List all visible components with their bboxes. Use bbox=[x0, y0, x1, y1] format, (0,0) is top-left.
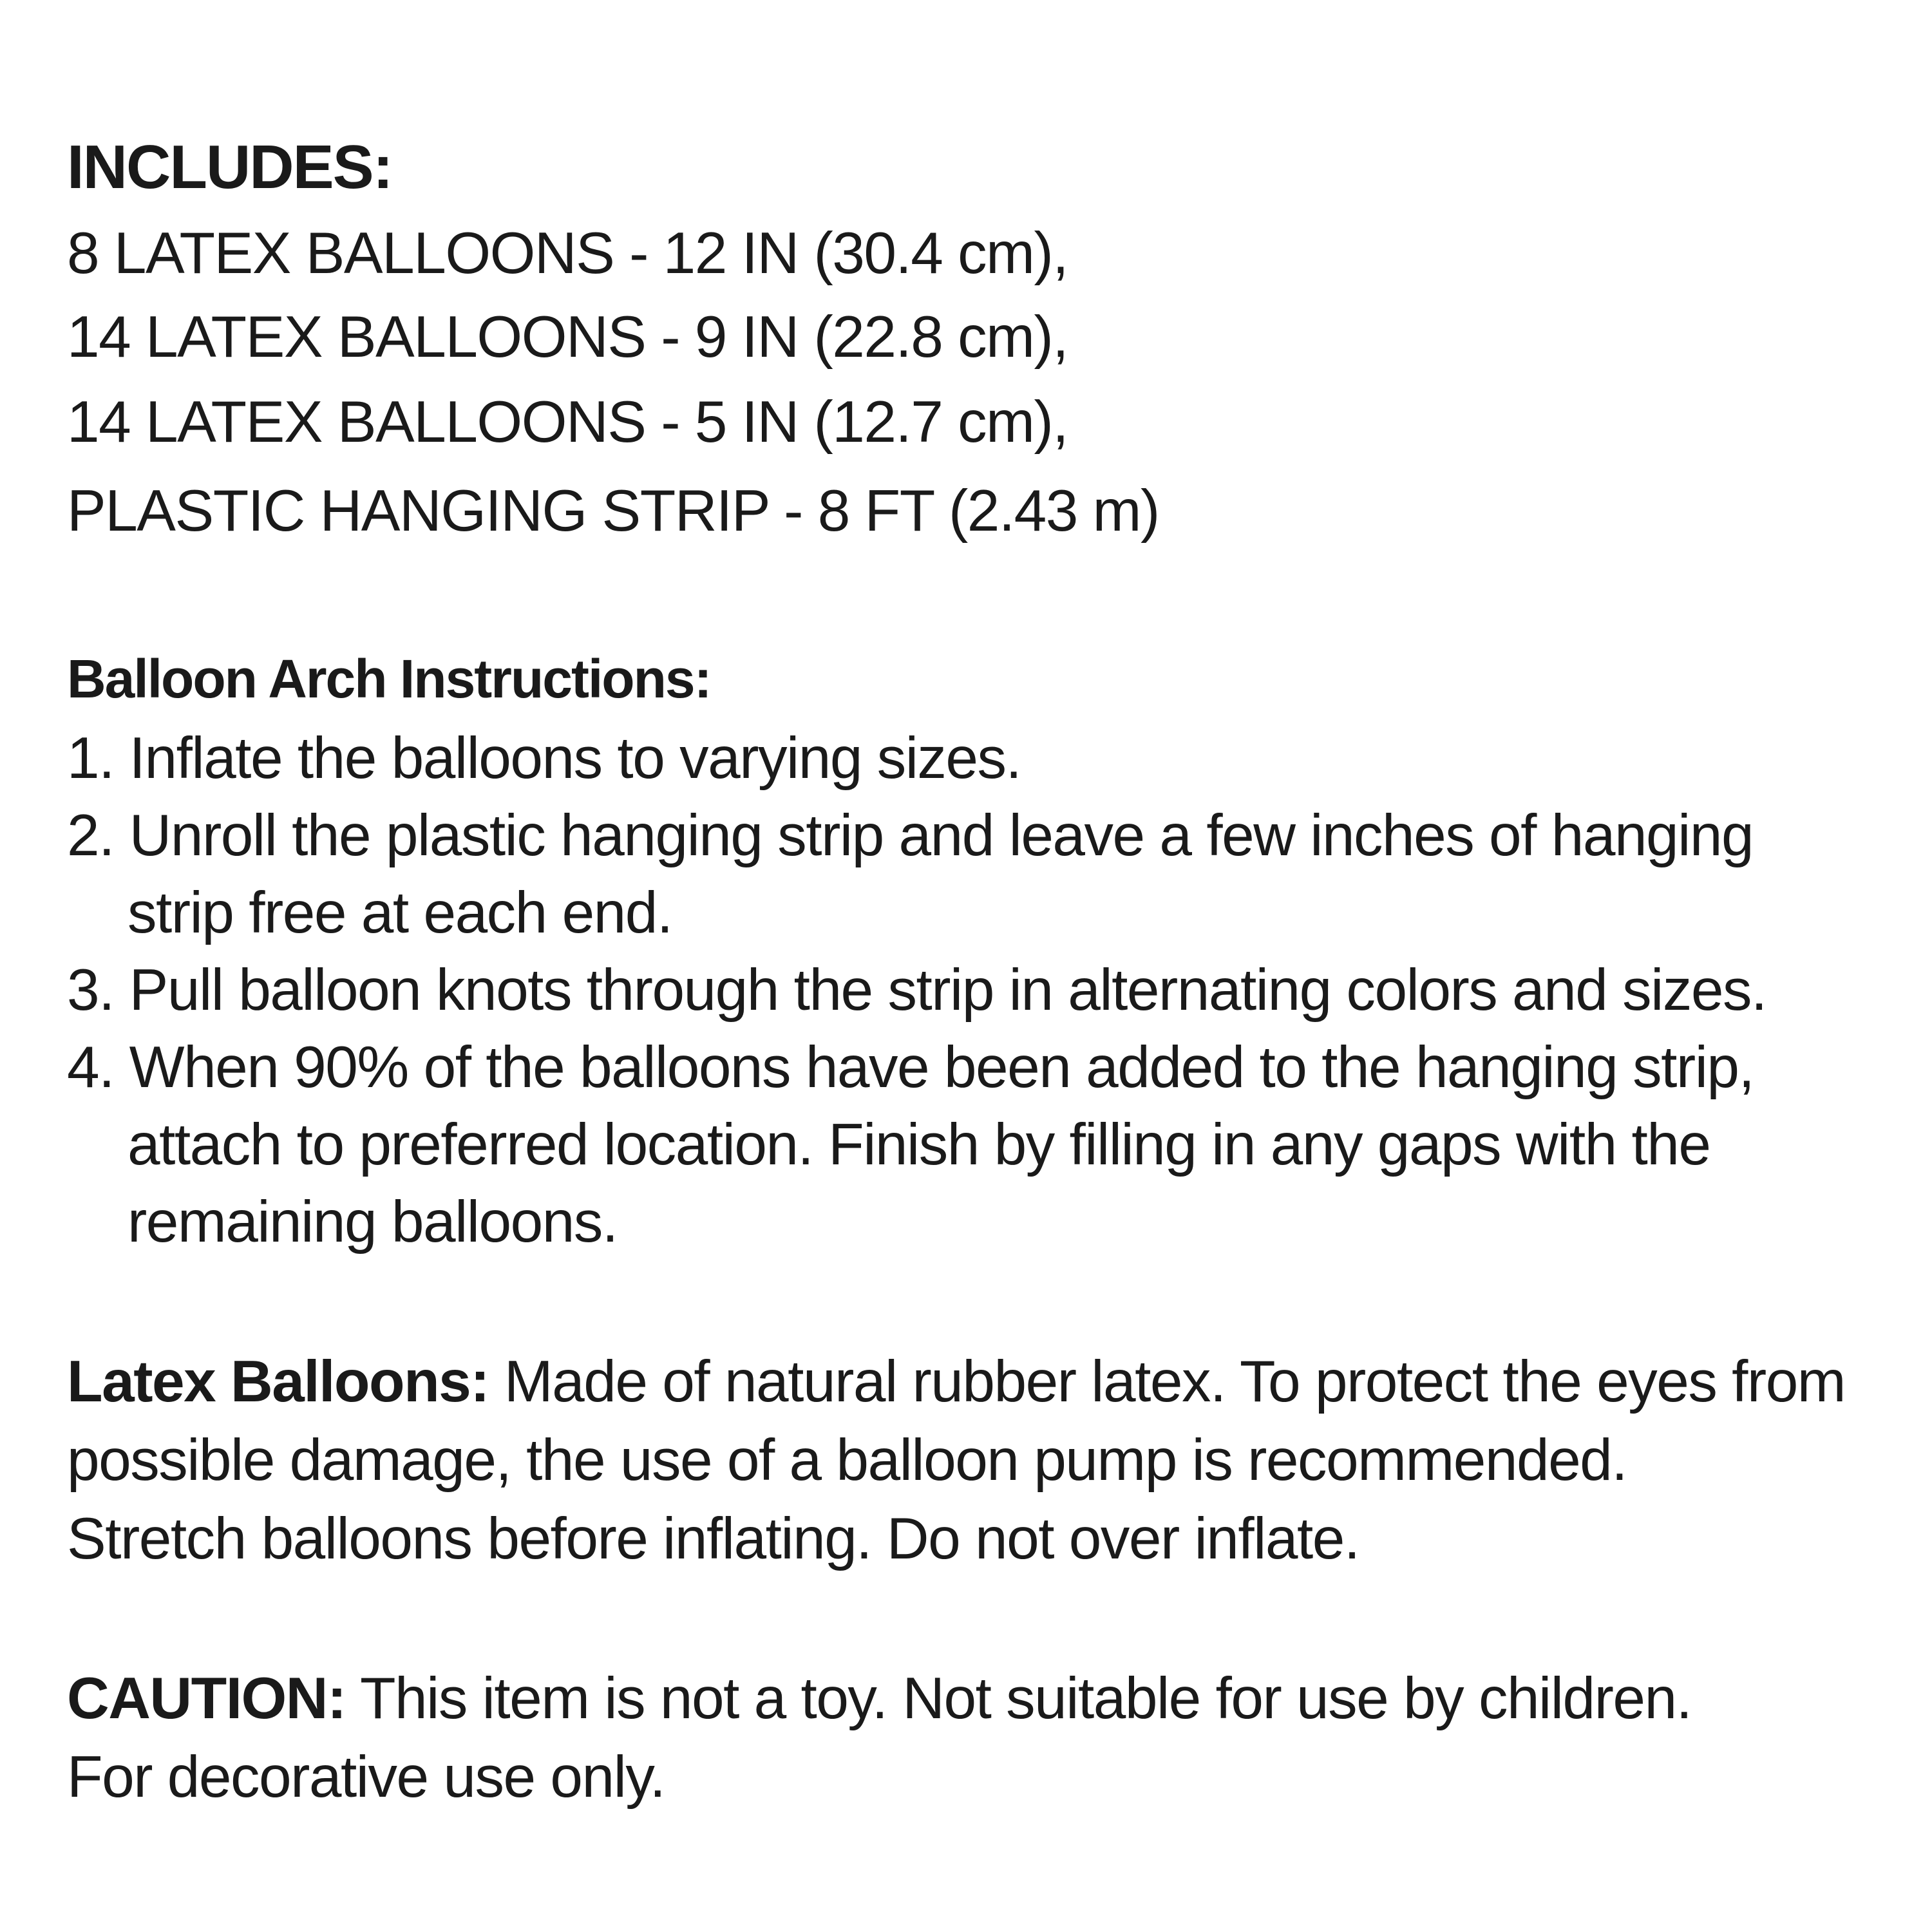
instruction-step-2: 2. Unroll the plastic hanging strip and leave a few inches of hanging bbox=[67, 803, 1754, 868]
instruction-step-4-cont: attach to preferred location. Finish by filling in any gaps with the bbox=[128, 1112, 1710, 1177]
instruction-step-4: 4. When 90% of the balloons have been added to the hanging strip, bbox=[67, 1035, 1754, 1100]
includes-item: PLASTIC HANGING STRIP - 8 FT (2.43 m) bbox=[67, 478, 1159, 544]
latex-paragraph-line: Stretch balloons before inflating. Do not over inflate. bbox=[67, 1506, 1359, 1571]
includes-item: 14 LATEX BALLOONS - 9 IN (22.8 cm), bbox=[67, 305, 1068, 370]
instruction-step-2-cont: strip free at each end. bbox=[128, 880, 672, 945]
includes-heading: INCLUDES: bbox=[67, 133, 392, 202]
includes-item: 8 LATEX BALLOONS - 12 IN (30.4 cm), bbox=[67, 221, 1068, 286]
latex-text: Made of natural rubber latex. To protect the eyes from bbox=[489, 1349, 1846, 1414]
caution-paragraph-line bbox=[67, 1666, 1692, 1731]
caution-text: This item is not a toy. Not suitable for use by children. bbox=[345, 1666, 1692, 1731]
instruction-step-3: 3. Pull balloon knots through the strip in alternating colors and sizes. bbox=[67, 958, 1766, 1023]
latex-paragraph-line: possible damage, the use of a balloon pump is recommended. bbox=[67, 1428, 1627, 1493]
latex-paragraph-line bbox=[67, 1349, 1846, 1414]
instruction-step-4-cont: remaining balloons. bbox=[128, 1189, 618, 1255]
caution-label: CAUTION: bbox=[67, 1666, 346, 1731]
latex-label: Latex Balloons: bbox=[67, 1349, 489, 1414]
caution-paragraph-line: For decorative use only. bbox=[67, 1745, 665, 1810]
instruction-step-1: 1. Inflate the balloons to varying sizes. bbox=[67, 726, 1021, 791]
instructions-heading: Balloon Arch Instructions: bbox=[67, 649, 711, 709]
includes-item: 14 LATEX BALLOONS - 5 IN (12.7 cm), bbox=[67, 390, 1068, 455]
